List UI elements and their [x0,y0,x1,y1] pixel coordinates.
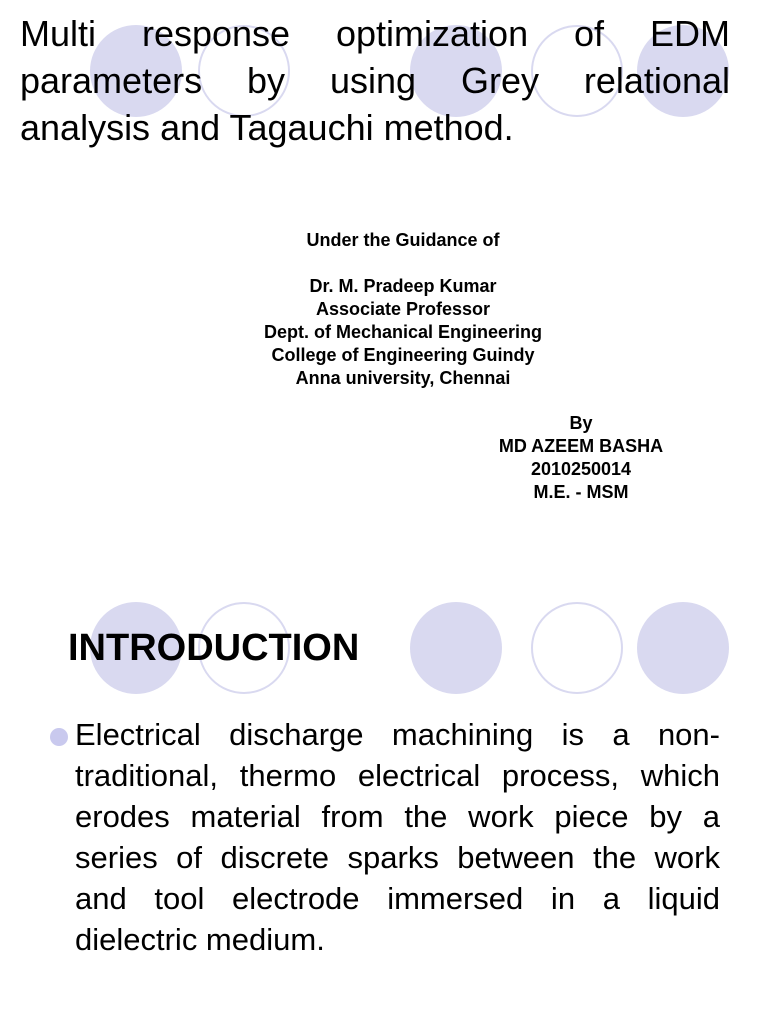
author-block [481,412,681,504]
section-heading: INTRODUCTION [68,627,360,669]
bullet-text: Electrical discharge machining is a non-traditional, thermo electrical process, which erodes material from the work piece by a series of discrete sparks between the work and tool electrode immersed in a liquid dielectric medium. [75,717,720,957]
decor-circle [410,602,502,694]
guidance-heading: Under the Guidance of [306,230,500,250]
guide-college: College of Engineering Guindy [271,345,535,365]
guide-designation: Associate Professor [315,299,491,319]
author-by: By [569,413,593,433]
author-program: M.E. - MSM [533,482,629,502]
guide-name: Dr. M. Pradeep Kumar [309,276,497,296]
decor-circle [637,602,729,694]
author-name: MD AZEEM BASHA [498,436,664,456]
guide-university: Anna university, Chennai [295,368,511,388]
guide-department: Dept. of Mechanical Engineering [263,322,543,342]
slide-introduction [0,512,768,1024]
bullet-dot-icon [50,728,68,746]
decor-circle [531,602,623,694]
author-id: 2010250014 [530,459,632,479]
guidance-block [203,229,603,390]
slide-title-text: Multi response optimization of EDM parameters by using Grey relational analysis and Tagauchi method. [20,13,730,148]
